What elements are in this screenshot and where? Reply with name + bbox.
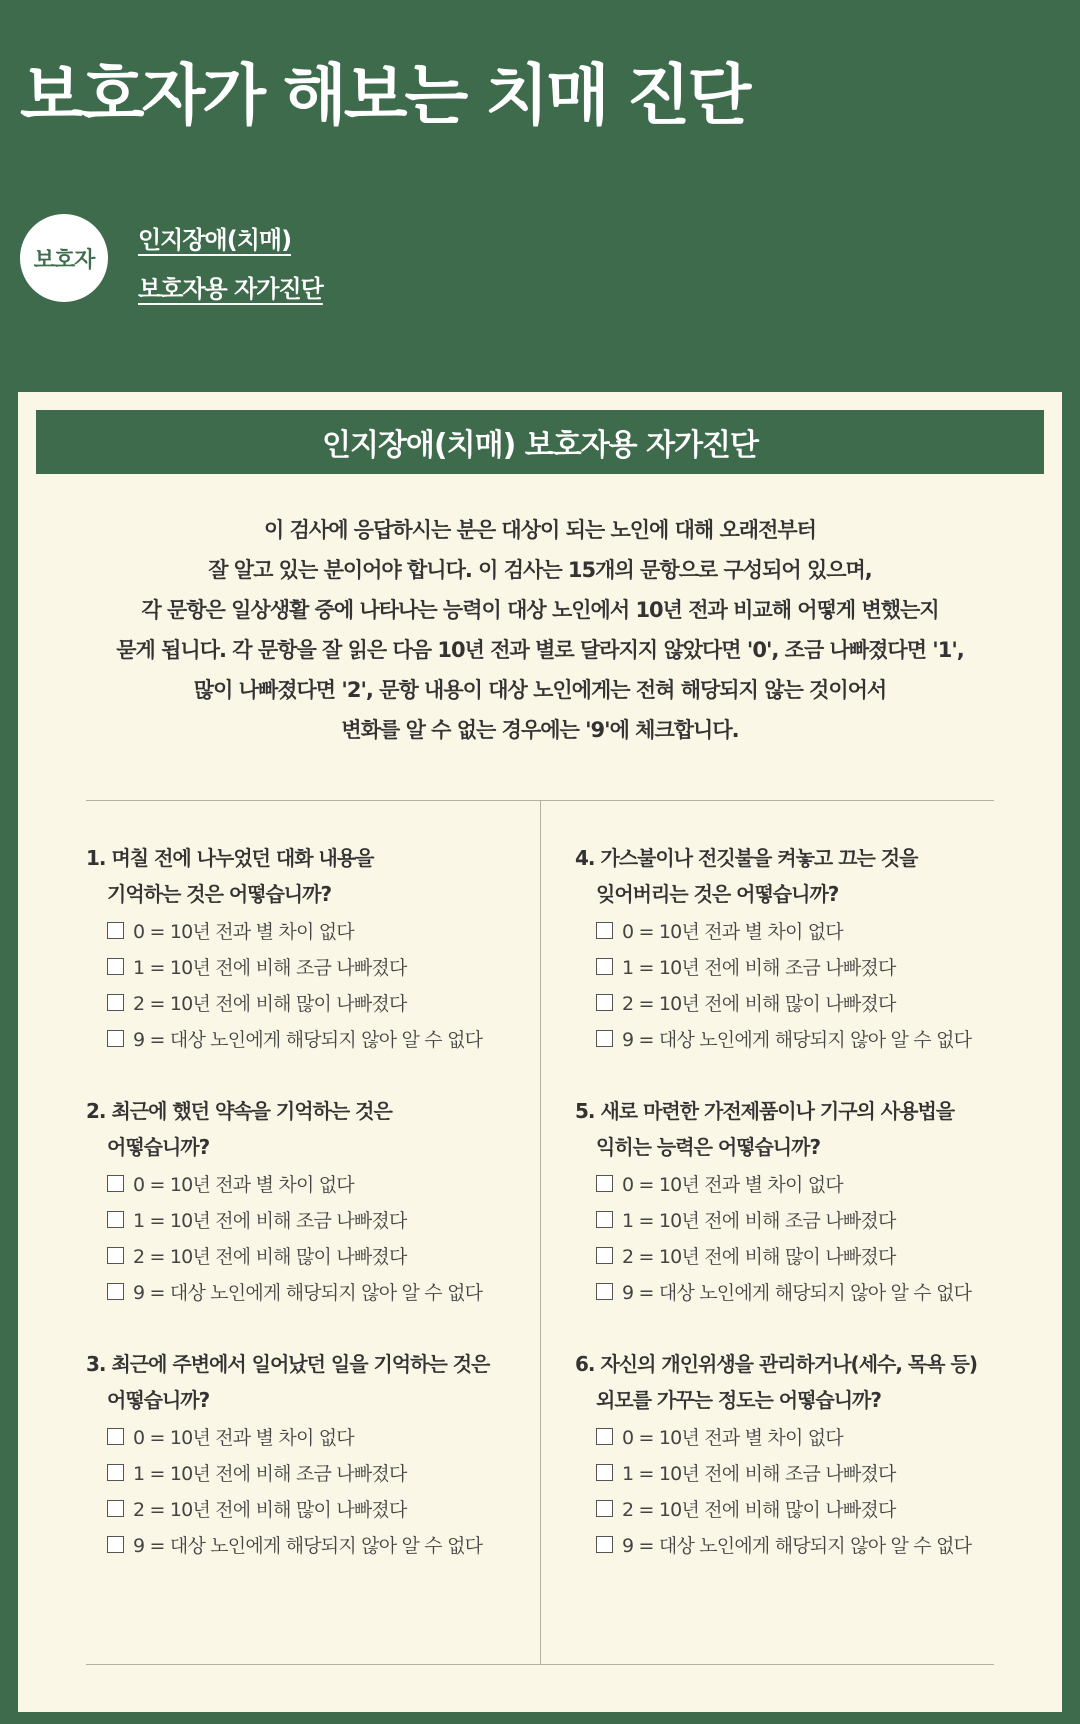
question-title-line: 1. 며칠 전에 나누었던 대화 내용을	[86, 846, 374, 870]
option-1[interactable]	[86, 1454, 489, 1490]
option-2[interactable]	[86, 1490, 489, 1526]
option-label: 2 = 10년 전에 비해 많이 나빠졌다	[622, 992, 896, 1015]
question-title-line: 어떻습니까?	[107, 1135, 210, 1159]
bottom-divider	[86, 1664, 994, 1665]
question-title	[86, 840, 489, 912]
option-9[interactable]	[86, 1273, 489, 1309]
option-9[interactable]	[86, 1526, 489, 1562]
option-label: 9 = 대상 노인에게 해당되지 않아 알 수 없다	[622, 1028, 972, 1051]
checkbox[interactable]	[107, 922, 124, 939]
question-title-line: 6. 자신의 개인위생을 관리하거나(세수, 목욕 등)	[575, 1352, 977, 1376]
option-9[interactable]	[575, 1020, 977, 1056]
option-0[interactable]	[86, 1418, 489, 1454]
option-2[interactable]	[86, 984, 489, 1020]
intro-line: 각 문항은 일상생활 중에 나타나는 능력이 대상 노인에서 10년 전과 비교해 어떻게 변했는지	[141, 598, 939, 622]
questions-right-column	[575, 840, 977, 1599]
option-2[interactable]	[86, 1237, 489, 1273]
intro-line: 이 검사에 응답하시는 분은 대상이 되는 노인에 대해 오래전부터	[264, 518, 816, 542]
checkbox[interactable]	[107, 1283, 124, 1300]
card-header: 인지장애(치매) 보호자용 자가진단	[36, 410, 1044, 474]
question-title-line: 4. 가스불이나 전깃불을 켜놓고 끄는 것을	[575, 846, 918, 870]
option-label: 0 = 10년 전과 별 차이 없다	[622, 1426, 843, 1449]
checkbox[interactable]	[596, 922, 613, 939]
option-label: 1 = 10년 전에 비해 조금 나빠졌다	[622, 956, 896, 979]
option-label: 2 = 10년 전에 비해 많이 나빠졌다	[133, 992, 407, 1015]
self-test-card	[18, 392, 1062, 1712]
checkbox[interactable]	[107, 958, 124, 975]
option-label: 9 = 대상 노인에게 해당되지 않아 알 수 없다	[622, 1281, 972, 1304]
checkbox[interactable]	[107, 1030, 124, 1047]
option-label: 9 = 대상 노인에게 해당되지 않아 알 수 없다	[622, 1534, 972, 1557]
checkbox[interactable]	[596, 1030, 613, 1047]
option-0[interactable]	[86, 912, 489, 948]
option-label: 2 = 10년 전에 비해 많이 나빠졌다	[622, 1498, 896, 1521]
checkbox[interactable]	[107, 1247, 124, 1264]
badge-links	[138, 220, 323, 318]
question-title-line: 기억하는 것은 어떻습니까?	[107, 882, 332, 906]
option-label: 2 = 10년 전에 비해 많이 나빠졌다	[622, 1245, 896, 1268]
question-5	[575, 1093, 977, 1346]
question-title	[86, 1346, 489, 1418]
dementia-link[interactable]: 인지장애(치매)	[138, 226, 292, 254]
checkbox[interactable]	[596, 1428, 613, 1445]
checkbox[interactable]	[107, 1428, 124, 1445]
option-label: 9 = 대상 노인에게 해당되지 않아 알 수 없다	[133, 1281, 483, 1304]
option-label: 0 = 10년 전과 별 차이 없다	[622, 1173, 843, 1196]
checkbox[interactable]	[596, 958, 613, 975]
option-0[interactable]	[86, 1165, 489, 1201]
option-9[interactable]	[86, 1020, 489, 1056]
checkbox[interactable]	[107, 1500, 124, 1517]
question-title-line: 어떻습니까?	[107, 1388, 210, 1412]
option-label: 0 = 10년 전과 별 차이 없다	[622, 920, 843, 943]
question-title	[575, 1346, 977, 1418]
option-2[interactable]	[575, 1237, 977, 1273]
option-label: 1 = 10년 전에 비해 조금 나빠졌다	[133, 1209, 407, 1232]
option-0[interactable]	[575, 1165, 977, 1201]
option-1[interactable]	[575, 948, 977, 984]
question-title-line: 외모를 가꾸는 정도는 어떻습니까?	[596, 1388, 881, 1412]
checkbox[interactable]	[107, 1464, 124, 1481]
question-2	[86, 1093, 489, 1346]
intro-line: 잘 알고 있는 분이어야 합니다. 이 검사는 15개의 문항으로 구성되어 있으며,	[208, 558, 872, 582]
question-6	[575, 1346, 977, 1599]
option-0[interactable]	[575, 1418, 977, 1454]
option-9[interactable]	[575, 1273, 977, 1309]
checkbox[interactable]	[107, 1211, 124, 1228]
option-label: 0 = 10년 전과 별 차이 없다	[133, 920, 354, 943]
option-label: 2 = 10년 전에 비해 많이 나빠졌다	[133, 1498, 407, 1521]
option-label: 1 = 10년 전에 비해 조금 나빠졌다	[622, 1462, 896, 1485]
option-0[interactable]	[575, 912, 977, 948]
question-3	[86, 1346, 489, 1599]
option-label: 2 = 10년 전에 비해 많이 나빠졌다	[133, 1245, 407, 1268]
column-divider	[540, 800, 541, 1664]
option-1[interactable]	[575, 1454, 977, 1490]
option-1[interactable]	[86, 1201, 489, 1237]
question-4	[575, 840, 977, 1093]
checkbox[interactable]	[596, 1536, 613, 1553]
option-label: 0 = 10년 전과 별 차이 없다	[133, 1173, 354, 1196]
question-title	[575, 840, 977, 912]
checkbox[interactable]	[596, 1500, 613, 1517]
questions-left-column	[86, 840, 489, 1599]
option-1[interactable]	[575, 1201, 977, 1237]
question-title-line: 2. 최근에 했던 약속을 기억하는 것은	[86, 1099, 392, 1123]
checkbox[interactable]	[596, 1247, 613, 1264]
intro-line: 많이 나빠졌다면 '2', 문항 내용이 대상 노인에게는 전혀 해당되지 않는 것이어서	[193, 678, 887, 702]
checkbox[interactable]	[596, 1464, 613, 1481]
option-label: 1 = 10년 전에 비해 조금 나빠졌다	[622, 1209, 896, 1232]
option-label: 9 = 대상 노인에게 해당되지 않아 알 수 없다	[133, 1028, 483, 1051]
question-title-line: 익히는 능력은 어떻습니까?	[596, 1135, 821, 1159]
option-9[interactable]	[575, 1526, 977, 1562]
checkbox[interactable]	[596, 1283, 613, 1300]
guardian-badge: 보호자	[20, 214, 108, 302]
option-2[interactable]	[575, 984, 977, 1020]
page-title: 보호자가 해보는 치매 진단	[20, 57, 749, 134]
question-title	[86, 1093, 489, 1165]
question-title	[575, 1093, 977, 1165]
option-label: 1 = 10년 전에 비해 조금 나빠졌다	[133, 1462, 407, 1485]
checkbox[interactable]	[596, 994, 613, 1011]
question-title-line: 잊어버리는 것은 어떻습니까?	[596, 882, 839, 906]
intro-text	[78, 510, 1002, 750]
checkbox[interactable]	[107, 1175, 124, 1192]
intro-line: 묻게 됩니다. 각 문항을 잘 읽은 다음 10년 전과 별로 달라지지 않았다면 '0', 조금 나빠졌다면 '1',	[116, 638, 964, 662]
guardian-self-test-link[interactable]: 보호자용 자가진단	[138, 275, 323, 303]
option-label: 9 = 대상 노인에게 해당되지 않아 알 수 없다	[133, 1534, 483, 1557]
question-title-line: 3. 최근에 주변에서 일어났던 일을 기억하는 것은	[86, 1352, 490, 1376]
option-2[interactable]	[575, 1490, 977, 1526]
question-title-line: 5. 새로 마련한 가전제품이나 기구의 사용법을	[575, 1099, 955, 1123]
checkbox[interactable]	[107, 994, 124, 1011]
option-1[interactable]	[86, 948, 489, 984]
question-1	[86, 840, 489, 1093]
option-label: 0 = 10년 전과 별 차이 없다	[133, 1426, 354, 1449]
option-label: 1 = 10년 전에 비해 조금 나빠졌다	[133, 956, 407, 979]
checkbox[interactable]	[596, 1211, 613, 1228]
intro-line: 변화를 알 수 없는 경우에는 '9'에 체크합니다.	[341, 718, 739, 742]
checkbox[interactable]	[107, 1536, 124, 1553]
checkbox[interactable]	[596, 1175, 613, 1192]
